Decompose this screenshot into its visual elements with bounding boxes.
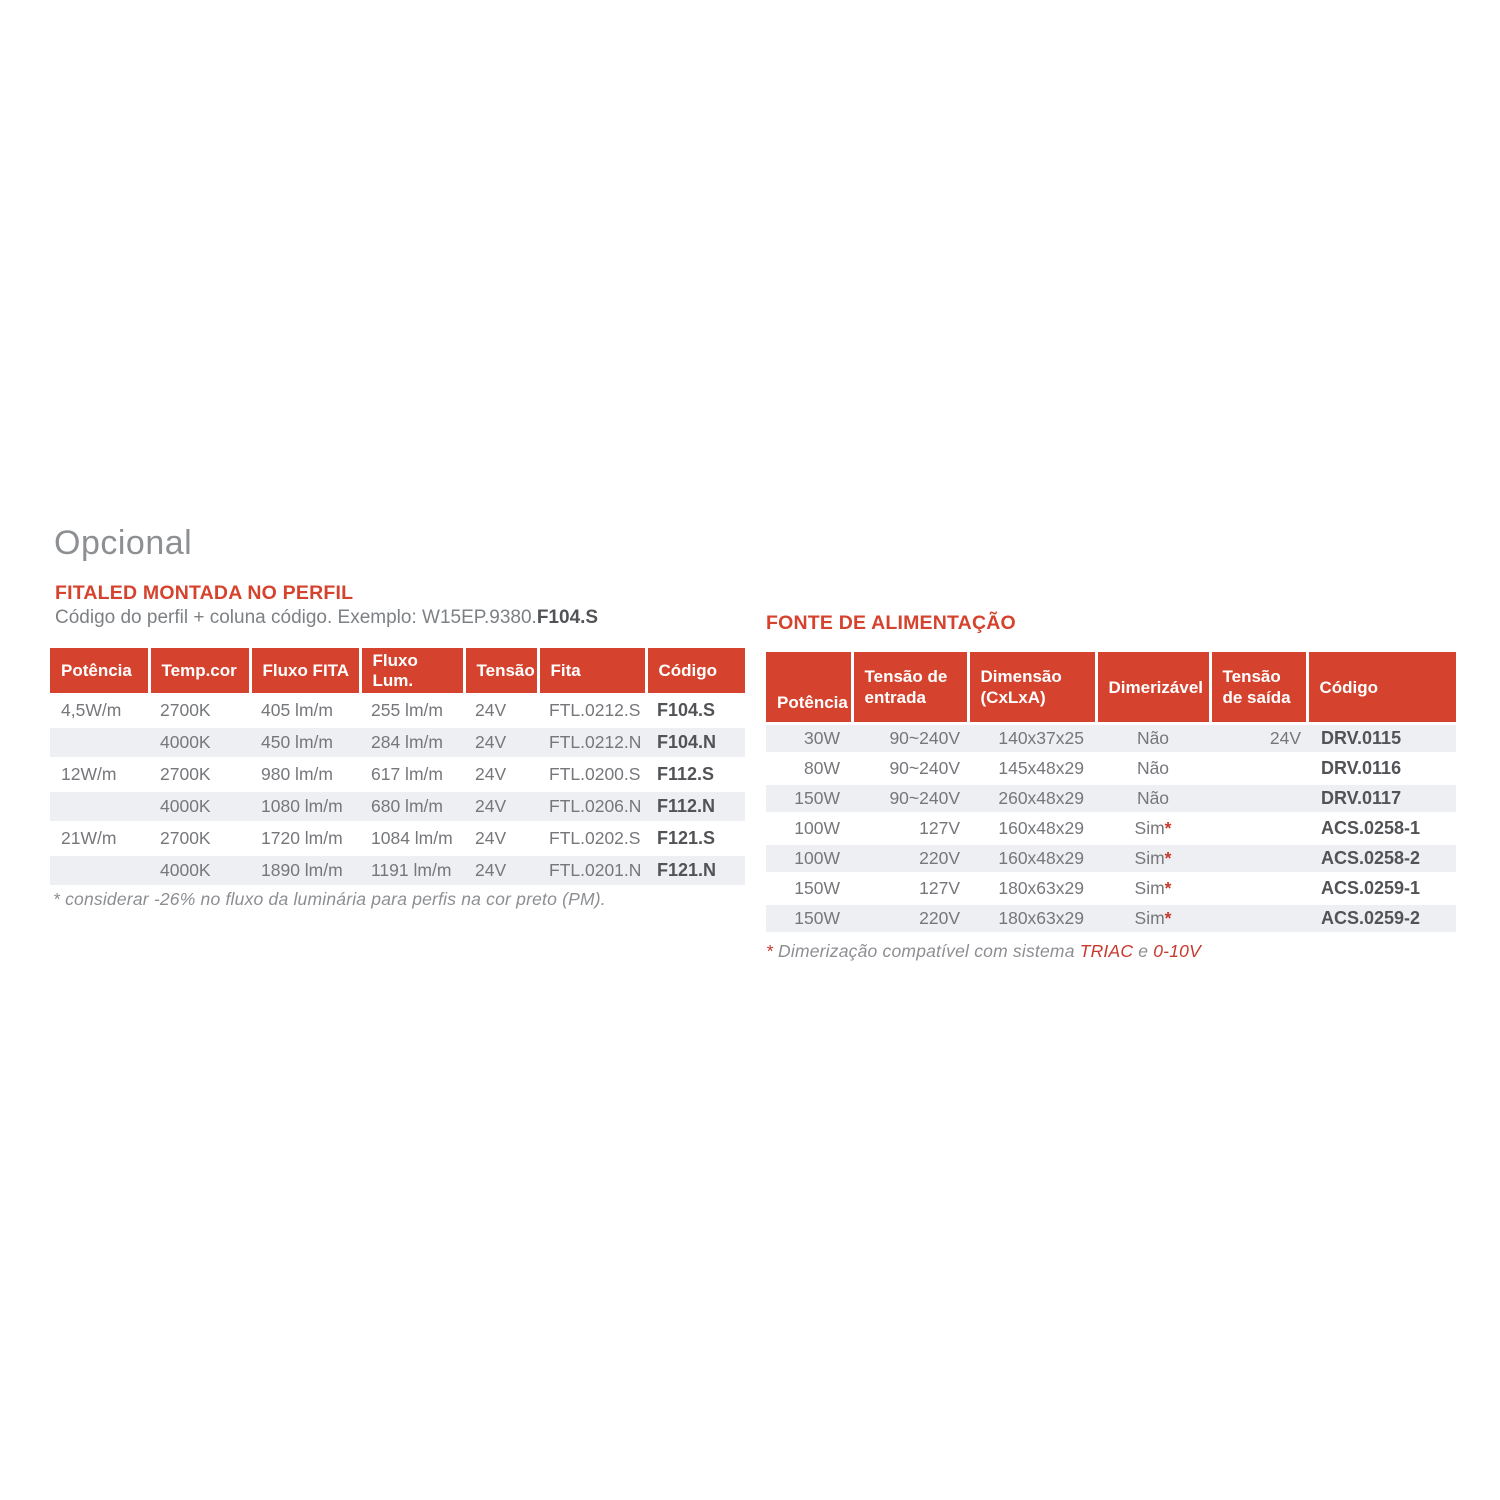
cell-tensao-entrada: 127V xyxy=(852,814,968,844)
cell-dimensao: 260x48x29 xyxy=(968,784,1096,814)
cell-dimerizavel: Sim* xyxy=(1096,874,1210,904)
cell-codigo: F121.N xyxy=(646,855,745,887)
cell-potencia xyxy=(50,791,149,823)
cell-codigo: DRV.0116 xyxy=(1307,754,1456,784)
table-row xyxy=(766,844,1456,874)
cell-fluxo-lum: 1191 lm/m xyxy=(360,855,464,887)
table-row xyxy=(766,724,1456,754)
cell-tensao-saida xyxy=(1210,904,1307,934)
fitaled-table xyxy=(50,648,745,888)
cell-codigo: F104.S xyxy=(646,695,745,727)
col-header-tensao: Tensão xyxy=(464,648,538,695)
cell-fluxo-fita: 1080 lm/m xyxy=(250,791,360,823)
fitaled-subtitle-code: F104.S xyxy=(536,607,599,628)
footnote-0-10v: 0-10V xyxy=(1153,941,1201,961)
cell-tensao-entrada: 220V xyxy=(852,844,968,874)
cell-dimensao: 145x48x29 xyxy=(968,754,1096,784)
cell-fita: FTL.0200.S xyxy=(538,759,646,791)
cell-temp-cor: 4000K xyxy=(149,855,250,887)
cell-fluxo-lum: 617 lm/m xyxy=(360,759,464,791)
fitaled-header-row xyxy=(50,648,745,695)
dimmable-asterisk: * xyxy=(1164,878,1172,898)
cell-fluxo-fita: 1720 lm/m xyxy=(250,823,360,855)
col-header-potencia: Potência xyxy=(766,652,852,724)
cell-potencia: 4,5W/m xyxy=(50,695,149,727)
cell-tensao-saida xyxy=(1210,874,1307,904)
cell-temp-cor: 2700K xyxy=(149,695,250,727)
cell-fluxo-lum: 255 lm/m xyxy=(360,695,464,727)
table-row xyxy=(50,695,745,727)
col-header-dimerizavel: Dimerizável xyxy=(1096,652,1210,724)
table-row xyxy=(766,784,1456,814)
table-row xyxy=(766,754,1456,784)
cell-dimensao: 180x63x29 xyxy=(968,874,1096,904)
table-row xyxy=(50,727,745,759)
cell-fluxo-fita: 405 lm/m xyxy=(250,695,360,727)
cell-dimerizavel: Não xyxy=(1096,784,1210,814)
dimmable-asterisk: * xyxy=(1164,908,1172,928)
cell-potencia xyxy=(50,855,149,887)
cell-codigo: DRV.0115 xyxy=(1307,724,1456,754)
col-header-potencia: Potência xyxy=(50,648,149,695)
cell-potencia: 12W/m xyxy=(50,759,149,791)
fitaled-footnote: * considerar -26% no fluxo da luminária para perfis na cor preto (PM). xyxy=(53,889,606,909)
cell-codigo: F112.S xyxy=(646,759,745,791)
cell-potencia: 21W/m xyxy=(50,823,149,855)
fitaled-subtitle xyxy=(55,607,598,629)
cell-fluxo-fita: 1890 lm/m xyxy=(250,855,360,887)
cell-dimensao: 160x48x29 xyxy=(968,814,1096,844)
fonte-footnote: * Dimerização compatível com sistema TRIAC e 0-10V xyxy=(766,941,1201,961)
table-row xyxy=(50,855,745,887)
cell-codigo: ACS.0258-2 xyxy=(1307,844,1456,874)
dimmable-asterisk: * xyxy=(1164,818,1172,838)
cell-tensao-entrada: 127V xyxy=(852,874,968,904)
cell-tensao-entrada: 90~240V xyxy=(852,754,968,784)
fitaled-section-heading: FITALED MONTADA NO PERFIL xyxy=(55,582,354,604)
table-row xyxy=(50,791,745,823)
cell-tensao-entrada: 90~240V xyxy=(852,784,968,814)
cell-fluxo-lum: 284 lm/m xyxy=(360,727,464,759)
col-header-tensao-saida: Tensão de saída xyxy=(1210,652,1307,724)
cell-tensao: 24V xyxy=(464,855,538,887)
cell-temp-cor: 4000K xyxy=(149,727,250,759)
cell-potencia: 150W xyxy=(766,874,852,904)
table-row xyxy=(766,904,1456,934)
cell-fluxo-lum: 1084 lm/m xyxy=(360,823,464,855)
cell-potencia: 150W xyxy=(766,904,852,934)
cell-fluxo-fita: 980 lm/m xyxy=(250,759,360,791)
cell-fita: FTL.0212.S xyxy=(538,695,646,727)
cell-fita: FTL.0202.S xyxy=(538,823,646,855)
col-header-tensao-entrada: Tensão de entrada xyxy=(852,652,968,724)
cell-tensao-entrada: 90~240V xyxy=(852,724,968,754)
cell-fita: FTL.0201.N xyxy=(538,855,646,887)
cell-dimerizavel: Sim* xyxy=(1096,844,1210,874)
table-row xyxy=(766,874,1456,904)
cell-dimerizavel: Não xyxy=(1096,754,1210,784)
fonte-table xyxy=(766,652,1456,935)
col-header-codigo: Código xyxy=(646,648,745,695)
cell-potencia xyxy=(50,727,149,759)
cell-codigo: ACS.0259-1 xyxy=(1307,874,1456,904)
cell-tensao: 24V xyxy=(464,759,538,791)
col-header-dimensao: Dimensão (CxLxA) xyxy=(968,652,1096,724)
cell-fita: FTL.0212.N xyxy=(538,727,646,759)
cell-potencia: 150W xyxy=(766,784,852,814)
table-row xyxy=(50,823,745,855)
cell-dimensao: 160x48x29 xyxy=(968,844,1096,874)
fitaled-subtitle-text: Código do perfil + coluna código. Exemplo: W15EP.9380. xyxy=(55,607,537,628)
cell-tensao-saida xyxy=(1210,784,1307,814)
col-header-temp-cor: Temp.cor xyxy=(149,648,250,695)
cell-tensao: 24V xyxy=(464,727,538,759)
fonte-header-row xyxy=(766,652,1456,724)
col-header-fluxo-lum: Fluxo Lum. xyxy=(360,648,464,695)
cell-fluxo-fita: 450 lm/m xyxy=(250,727,360,759)
page-title: Opcional xyxy=(54,524,193,562)
cell-tensao: 24V xyxy=(464,791,538,823)
cell-tensao-saida xyxy=(1210,754,1307,784)
cell-tensao: 24V xyxy=(464,823,538,855)
col-header-fita: Fita xyxy=(538,648,646,695)
cell-tensao-saida xyxy=(1210,844,1307,874)
cell-dimerizavel: Sim* xyxy=(1096,814,1210,844)
cell-fita: FTL.0206.N xyxy=(538,791,646,823)
cell-dimensao: 180x63x29 xyxy=(968,904,1096,934)
col-header-fluxo-fita: Fluxo FITA xyxy=(250,648,360,695)
cell-dimerizavel: Não xyxy=(1096,724,1210,754)
cell-temp-cor: 2700K xyxy=(149,823,250,855)
table-row xyxy=(50,759,745,791)
cell-codigo: ACS.0259-2 xyxy=(1307,904,1456,934)
fonte-section-heading: FONTE DE ALIMENTAÇÃO xyxy=(766,612,1016,634)
cell-potencia: 100W xyxy=(766,844,852,874)
cell-codigo: DRV.0117 xyxy=(1307,784,1456,814)
cell-codigo: F112.N xyxy=(646,791,745,823)
cell-codigo: F104.N xyxy=(646,727,745,759)
footnote-triac: TRIAC xyxy=(1079,941,1134,961)
cell-tensao: 24V xyxy=(464,695,538,727)
cell-potencia: 80W xyxy=(766,754,852,784)
dimmable-asterisk: * xyxy=(1164,848,1172,868)
footnote-asterisk: * xyxy=(766,941,774,961)
cell-tensao-saida: 24V xyxy=(1210,724,1307,754)
cell-potencia: 100W xyxy=(766,814,852,844)
cell-codigo: F121.S xyxy=(646,823,745,855)
cell-potencia: 30W xyxy=(766,724,852,754)
table-row xyxy=(766,814,1456,844)
col-header-codigo: Código xyxy=(1307,652,1456,724)
cell-dimensao: 140x37x25 xyxy=(968,724,1096,754)
cell-dimerizavel: Sim* xyxy=(1096,904,1210,934)
cell-tensao-saida xyxy=(1210,814,1307,844)
cell-fluxo-lum: 680 lm/m xyxy=(360,791,464,823)
cell-codigo: ACS.0258-1 xyxy=(1307,814,1456,844)
cell-temp-cor: 2700K xyxy=(149,759,250,791)
cell-tensao-entrada: 220V xyxy=(852,904,968,934)
cell-temp-cor: 4000K xyxy=(149,791,250,823)
